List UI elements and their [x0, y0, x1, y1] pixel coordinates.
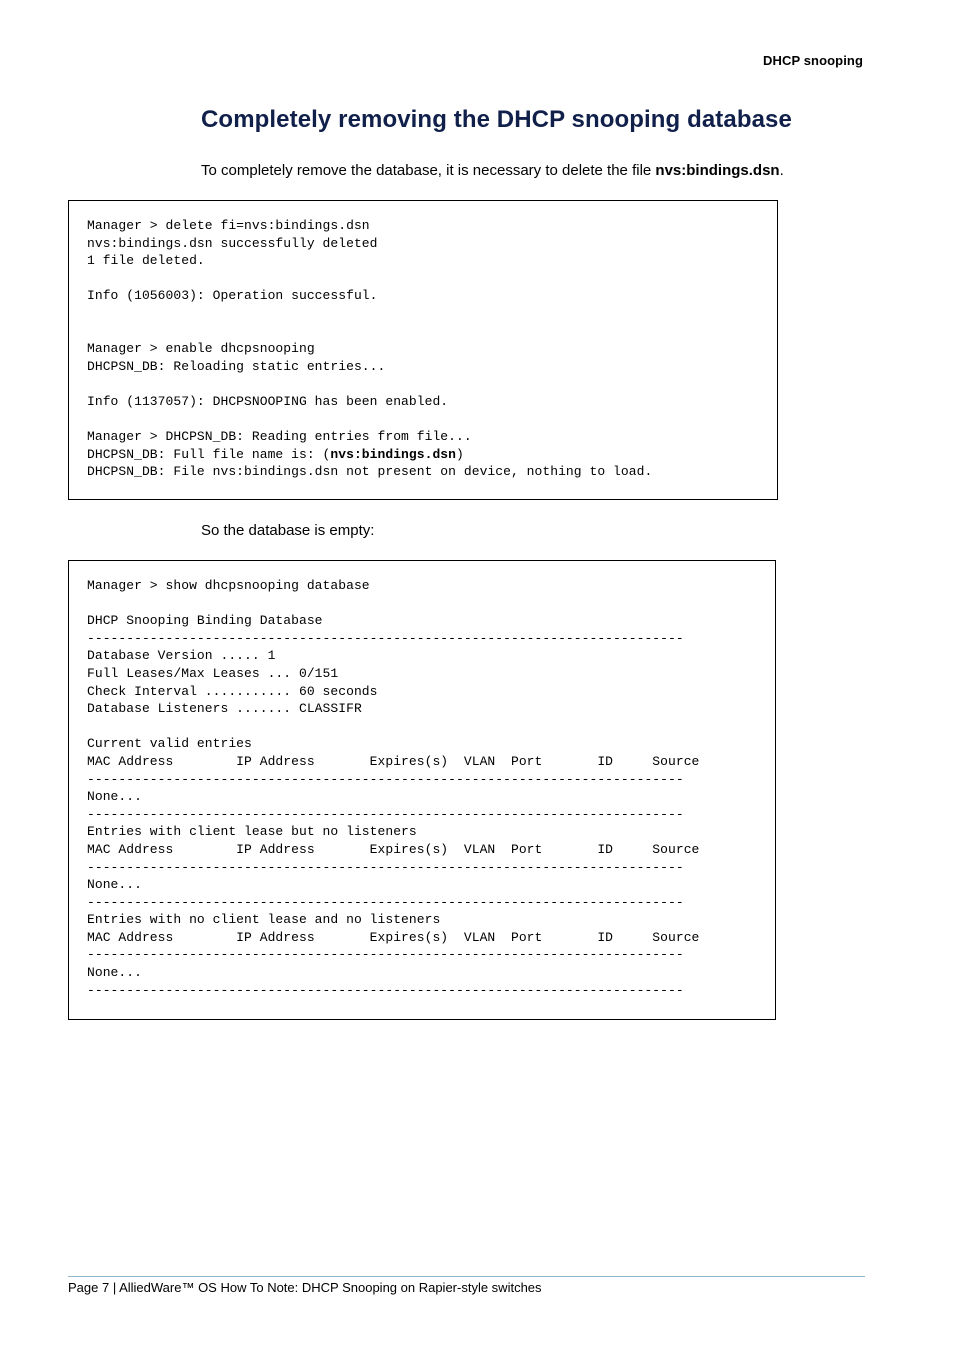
code-line: Database Listeners ....... CLASSIFR: [87, 701, 362, 717]
code-line: None...: [87, 789, 142, 805]
code-line: Current valid entries: [87, 736, 252, 752]
running-header: DHCP snooping: [763, 53, 863, 68]
code-line: Manager > DHCPSN_DB: Reading entries from file...: [87, 429, 472, 445]
code-line: ----------------------------------------------------------------------------: [87, 947, 684, 963]
code-line: Full Leases/Max Leases ... 0/151: [87, 665, 339, 681]
fullname-bold: nvs:bindings.dsn: [330, 446, 457, 462]
code-line: [87, 411, 777, 429]
code-line: ----------------------------------------------------------------------------: [87, 806, 684, 822]
code-line: Entries with no client lease and no listeners: [87, 912, 441, 928]
code-line: ----------------------------------------------------------------------------: [87, 771, 684, 787]
code-line: DHCPSN_DB: File nvs:bindings.dsn not present on device, nothing to load.: [87, 464, 653, 480]
code-line: 1 file deleted.: [87, 253, 205, 269]
intro-paragraph: [201, 162, 784, 179]
intro-filename: nvs:bindings.dsn: [655, 162, 780, 179]
code-line: Manager > enable dhcpsnooping: [87, 341, 315, 357]
cli-output-delete: [68, 200, 778, 500]
code-line: [87, 305, 777, 323]
code-line: Check Interval ........... 60 seconds: [87, 683, 378, 699]
cli-output-show-database: [68, 560, 776, 1020]
code-line: Info (1056003): Operation successful.: [87, 288, 378, 304]
code-line: Manager > show dhcpsnooping database: [87, 578, 370, 593]
code-line: MAC Address IP Address Expires(s) VLAN Port ID Source: [87, 753, 700, 769]
mid-paragraph: So the database is empty:: [201, 522, 375, 539]
section-title: Completely removing the DHCP snooping database: [201, 106, 792, 133]
code-line: ----------------------------------------------------------------------------: [87, 894, 684, 910]
code-line: Database Version ..... 1: [87, 648, 276, 664]
code-line: ----------------------------------------------------------------------------: [87, 982, 684, 998]
code-line: [87, 718, 775, 736]
code-line: MAC Address IP Address Expires(s) VLAN Port ID Source: [87, 841, 700, 857]
page-footer: Page 7 | AlliedWare™ OS How To Note: DHCP Snooping on Rapier-style switches: [68, 1280, 542, 1295]
code-line: [87, 270, 777, 288]
code-line: [87, 595, 775, 613]
fullname-suffix: ): [456, 446, 464, 462]
code-line: ----------------------------------------------------------------------------: [87, 630, 684, 646]
code-line: [87, 323, 777, 341]
code-line: None...: [87, 877, 142, 893]
code-line: nvs:bindings.dsn successfully deleted: [87, 235, 378, 251]
code-line: DHCP Snooping Binding Database: [87, 613, 323, 629]
code-line: [87, 375, 777, 393]
code-line: ----------------------------------------------------------------------------: [87, 859, 684, 875]
footer-divider: [68, 1276, 865, 1277]
code-line: MAC Address IP Address Expires(s) VLAN Port ID Source: [87, 929, 700, 945]
intro-text: To completely remove the database, it is necessary to delete the file: [201, 162, 656, 179]
code-line: DHCPSN_DB: Reloading static entries...: [87, 358, 386, 374]
code-line: None...: [87, 965, 142, 981]
code-line: Manager > delete fi=nvs:bindings.dsn: [87, 218, 370, 233]
code-line: Info (1137057): DHCPSNOOPING has been enabled.: [87, 393, 449, 409]
fullname-prefix: DHCPSN_DB: Full file name is: (: [87, 446, 331, 462]
intro-end: .: [779, 162, 784, 179]
code-line: Entries with client lease but no listeners: [87, 824, 417, 840]
code-line-fullname: [87, 446, 777, 464]
